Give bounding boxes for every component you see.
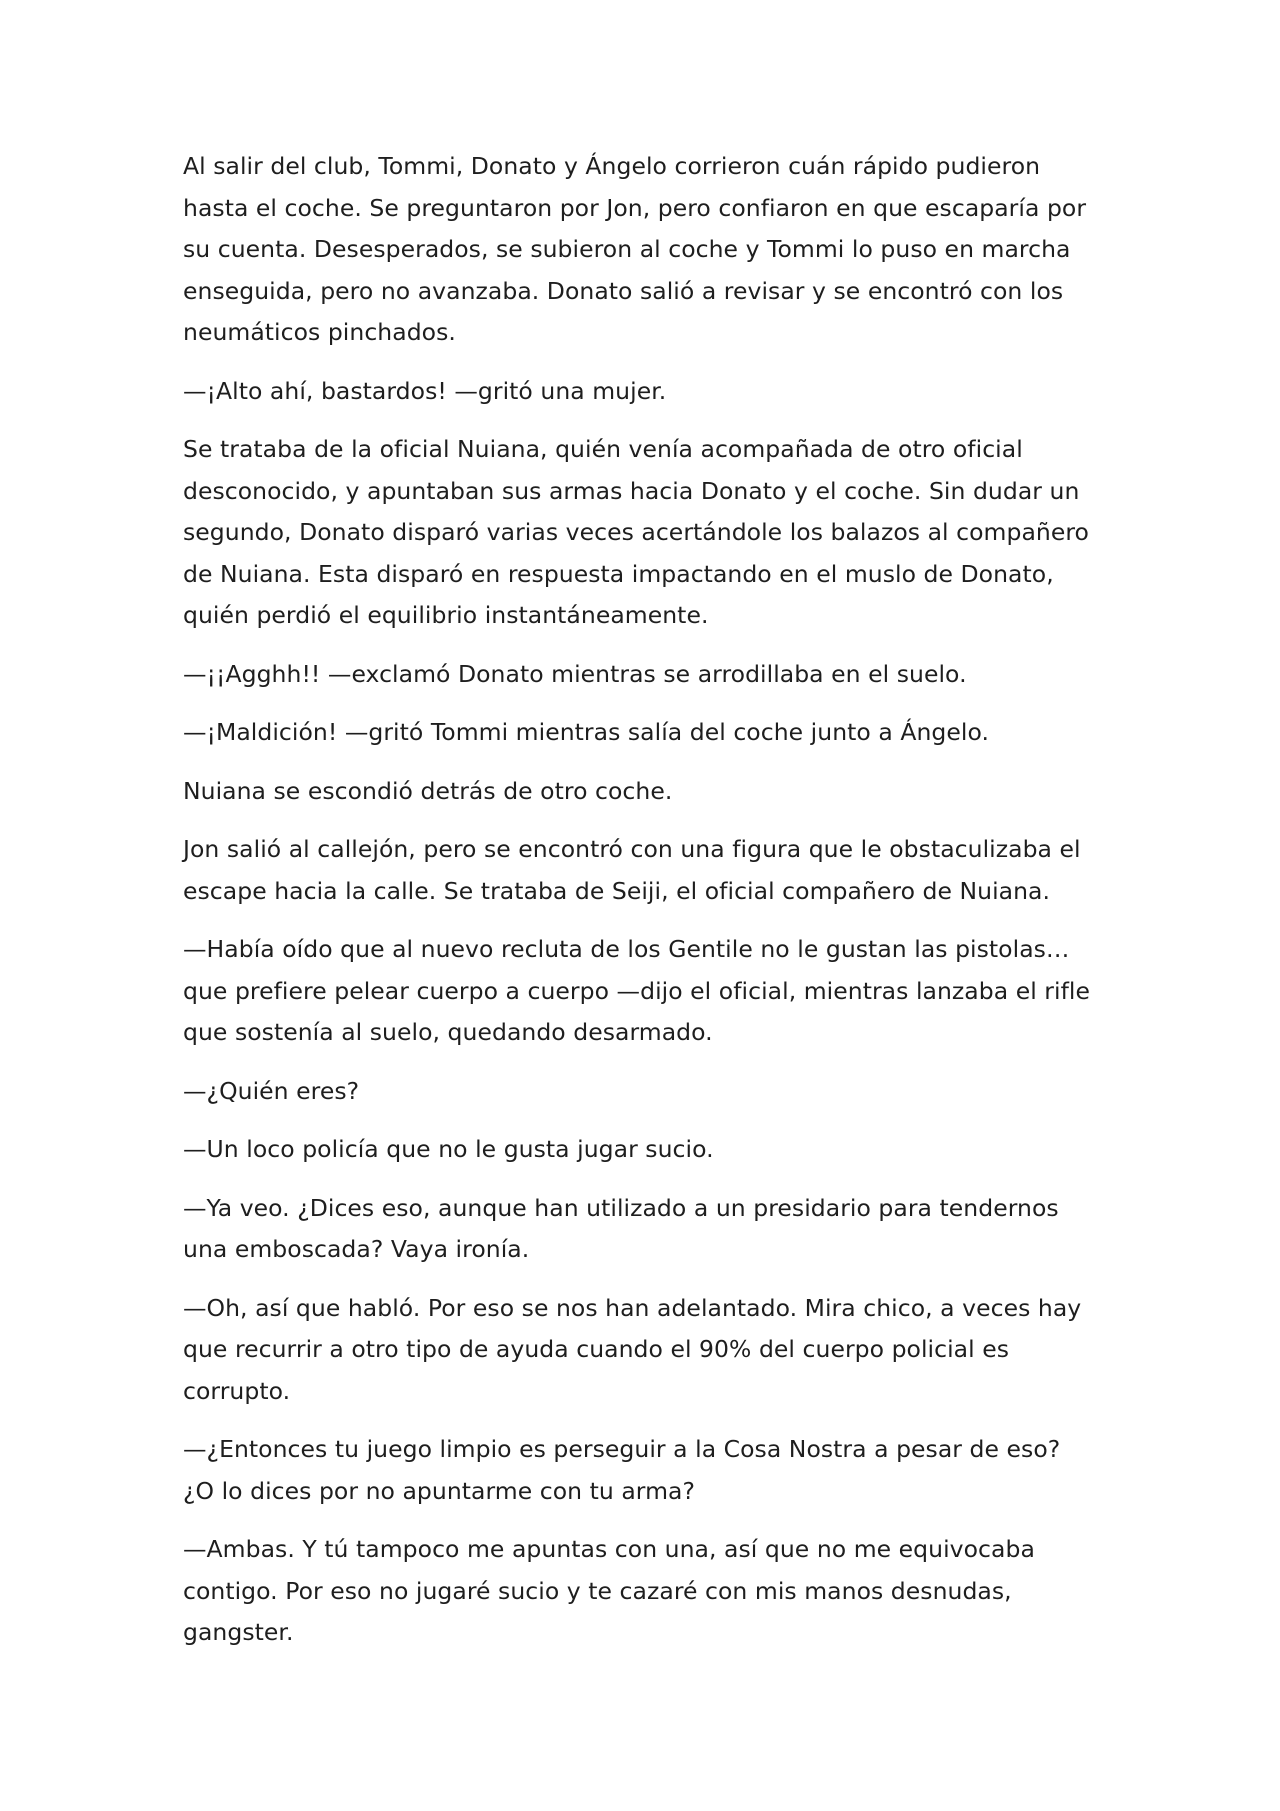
paragraph-dialogue: —¿Quién eres? [183, 1076, 360, 1105]
paragraph-narration: Al salir del club, Tommi, Donato y Ángelo corrieron cuán rápido pudieron hasta el coche. Se preguntaron por Jon, pero confiaron en que escaparía por su cuenta. Desesperados, se subieron al coche y Tommi lo puso en marcha enseguida, pero no avanzaba. Donato salió a revisar y se encontró con los neumáticos pinchados. [183, 152, 1087, 346]
document-body [183, 146, 1096, 1671]
paragraph-dialogue: —Ambas. Y tú tampoco me apuntas con una, así que no me equivocaba contigo. Por eso no jugaré sucio y te cazaré con mis manos desnudas, gangster. [183, 1535, 1035, 1646]
paragraph-narration: Jon salió al callejón, pero se encontró con una figura que le obstaculizaba el escape hacia la calle. Se trataba de Seiji, el oficial compañero de Nuiana. [183, 835, 1081, 905]
paragraph-dialogue: —Ya veo. ¿Dices eso, aunque han utilizado a un presidario para tendernos una emboscada? Vaya ironía. [183, 1193, 1059, 1263]
paragraph-narration: Nuiana se escondió detrás de otro coche. [183, 776, 673, 805]
paragraph-dialogue: —Un loco policía que no le gusta jugar sucio. [183, 1135, 714, 1163]
paragraph-dialogue: —¡Maldición! —gritó Tommi mientras salía del coche junto a Ángelo. [183, 718, 989, 746]
paragraph-narration: Se trataba de la oficial Nuiana, quién venía acompañada de otro oficial desconocido, y apuntaban sus armas hacia Donato y el coche. Sin dudar un segundo, Donato disparó varias veces acertándole los balazos al compañero de Nuiana. Esta disparó en respuesta impactando en el muslo de Donato, quién perdió el equilibrio instantáneamente. [183, 435, 1089, 629]
paragraph-dialogue: —Oh, así que habló. Por eso se nos han adelantado. Mira chico, a veces hay que recurrir a otro tipo de ayuda cuando el 90% del cuerpo policial es corrupto. [183, 1293, 1082, 1405]
paragraph-dialogue: —¡Alto ahí, bastardos! —gritó una mujer. [183, 376, 667, 405]
paragraph-dialogue: —¿Entonces tu juego limpio es perseguir a la Cosa Nostra a pesar de eso? ¿O lo dices por no apuntarme con tu arma? [183, 1435, 1061, 1505]
paragraph-dialogue: —Había oído que al nuevo recluta de los Gentile no le gustan las pistolas… que prefiere pelear cuerpo a cuerpo —dijo el oficial, mientras lanzaba el rifle que sostenía al suelo, quedando desarmado. [183, 935, 1091, 1046]
paragraph-dialogue: —¡¡Agghh!! —exclamó Donato mientras se arrodillaba en el suelo. [183, 659, 967, 688]
